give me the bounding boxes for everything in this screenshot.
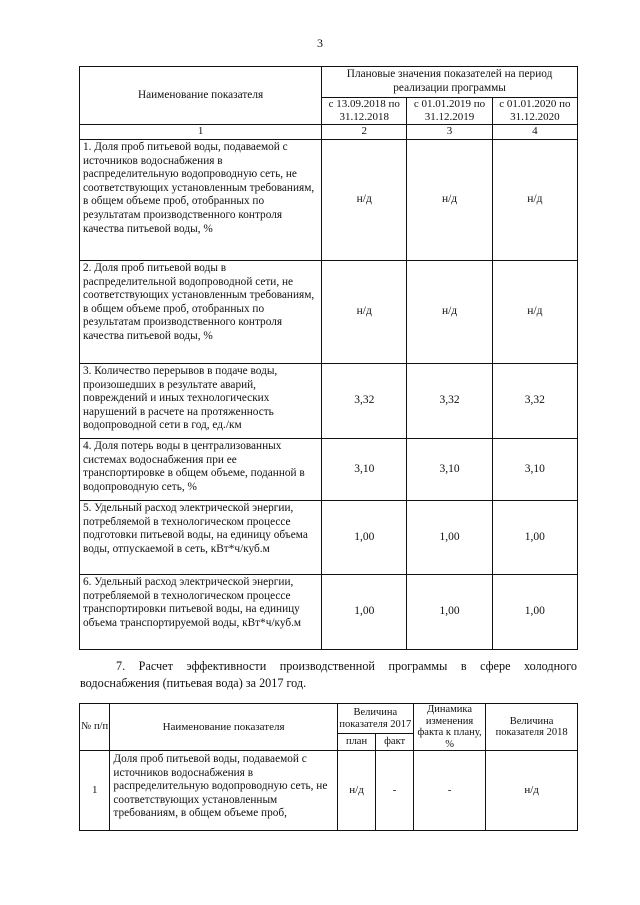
indicator-value: н/д: [492, 261, 577, 364]
plan-value: н/д: [337, 751, 376, 831]
header-indicator-name: Наименование показателя: [110, 704, 337, 751]
header-period-2020: с 01.01.2020 по 31.12.2020: [492, 97, 577, 124]
column-number: 1: [80, 125, 322, 140]
table-row: [80, 140, 578, 261]
indicator-value: 1,00: [407, 575, 492, 650]
header-row-number: № п/п: [80, 704, 110, 751]
indicator-value: 3,32: [407, 364, 492, 439]
header-period-2019: с 01.01.2019 по 31.12.2019: [407, 97, 492, 124]
indicator-value: 3,10: [407, 439, 492, 501]
header-indicator-name: Наименование показателя: [80, 67, 322, 125]
indicator-value: 1,00: [492, 575, 577, 650]
indicator-value: н/д: [407, 261, 492, 364]
indicator-label: 3. Количество перерывов в подаче воды, произошедших в результате аварий, повреждений и иных технологических нарушений в расчете на протяженность водопроводной сети в год, ед./км: [80, 364, 322, 439]
indicator-label: Доля проб питьевой воды, подаваемой с источников водоснабжения в распределительную водопроводную сеть, не соответствующих установленным требованиям, в общем объеме проб,: [110, 751, 337, 831]
paragraph-line: 7. Расчет эффективности производственной программы в сфере холодного: [116, 659, 577, 673]
indicator-label: 4. Доля потерь воды в централизованных системах водоснабжения при ее транспортировке в общем объеме, поданной в водопроводную сеть, %: [80, 439, 322, 501]
table-row: [80, 575, 578, 650]
indicator-value: 3,32: [322, 364, 407, 439]
indicator-label: 5. Удельный расход электрической энергии, потребляемой в технологическом процессе подготовки питьевой воды, на единицу объема воды, отпускаемой в сеть, кВт*ч/куб.м: [80, 501, 322, 575]
indicator-value: 3,10: [492, 439, 577, 501]
paragraph-line: водоснабжения (питьевая вода) за 2017 год.: [80, 676, 307, 690]
page-number: 3: [317, 36, 323, 50]
header-value-2017: Величина показателя 2017: [337, 704, 413, 734]
indicator-value: 3,10: [322, 439, 407, 501]
header-period-2018: с 13.09.2018 по 31.12.2018: [322, 97, 407, 124]
indicator-value: н/д: [322, 140, 407, 261]
table-row: [80, 364, 578, 439]
indicator-value: 1,00: [322, 501, 407, 575]
column-number: 4: [492, 125, 577, 140]
efficiency-table: [79, 703, 578, 831]
value-2018: н/д: [486, 751, 578, 831]
row-number: 1: [80, 751, 110, 831]
table-row: [80, 261, 578, 364]
fact-value: -: [376, 751, 414, 831]
column-number: 3: [407, 125, 492, 140]
indicator-value: 1,00: [492, 501, 577, 575]
indicator-value: 1,00: [322, 575, 407, 650]
indicator-label: 6. Удельный расход электрической энергии, потребляемой в технологическом процессе транспортировки питьевой воды, на единицу объема транспортируемой воды, кВт*ч/куб.м: [80, 575, 322, 650]
table-row: [80, 439, 578, 501]
header-planned-values: Плановые значения показателей на период реализации программы: [322, 67, 578, 98]
indicator-value: н/д: [407, 140, 492, 261]
dynamics-value: -: [413, 751, 485, 831]
table-row: [80, 751, 578, 831]
table-row: [80, 501, 578, 575]
column-number: 2: [322, 125, 407, 140]
targets-table: [79, 66, 578, 650]
header-dynamics: Динамика изменения факта к плану, %: [413, 704, 485, 751]
indicator-value: 3,32: [492, 364, 577, 439]
indicator-value: н/д: [492, 140, 577, 261]
header-value-2018: Величина показателя 2018: [486, 704, 578, 751]
indicator-label: 2. Доля проб питьевой воды в распределительной водопроводной сети, не соответствующих установленным требованиям, в общем объеме проб, отобранных по результатам производственного контроля качества питьевой воды, %: [80, 261, 322, 364]
indicator-value: н/д: [322, 261, 407, 364]
indicator-label: 1. Доля проб питьевой воды, подаваемой с источников водоснабжения в распределительную водопроводную сеть, не соответствующих установленным требованиям, в общем объеме проб, отобранных по результатам производственного контроля качества питьевой воды, %: [80, 140, 322, 261]
header-plan: план: [337, 734, 376, 751]
header-fact: факт: [376, 734, 414, 751]
indicator-value: 1,00: [407, 501, 492, 575]
section-7-paragraph: [80, 658, 577, 692]
